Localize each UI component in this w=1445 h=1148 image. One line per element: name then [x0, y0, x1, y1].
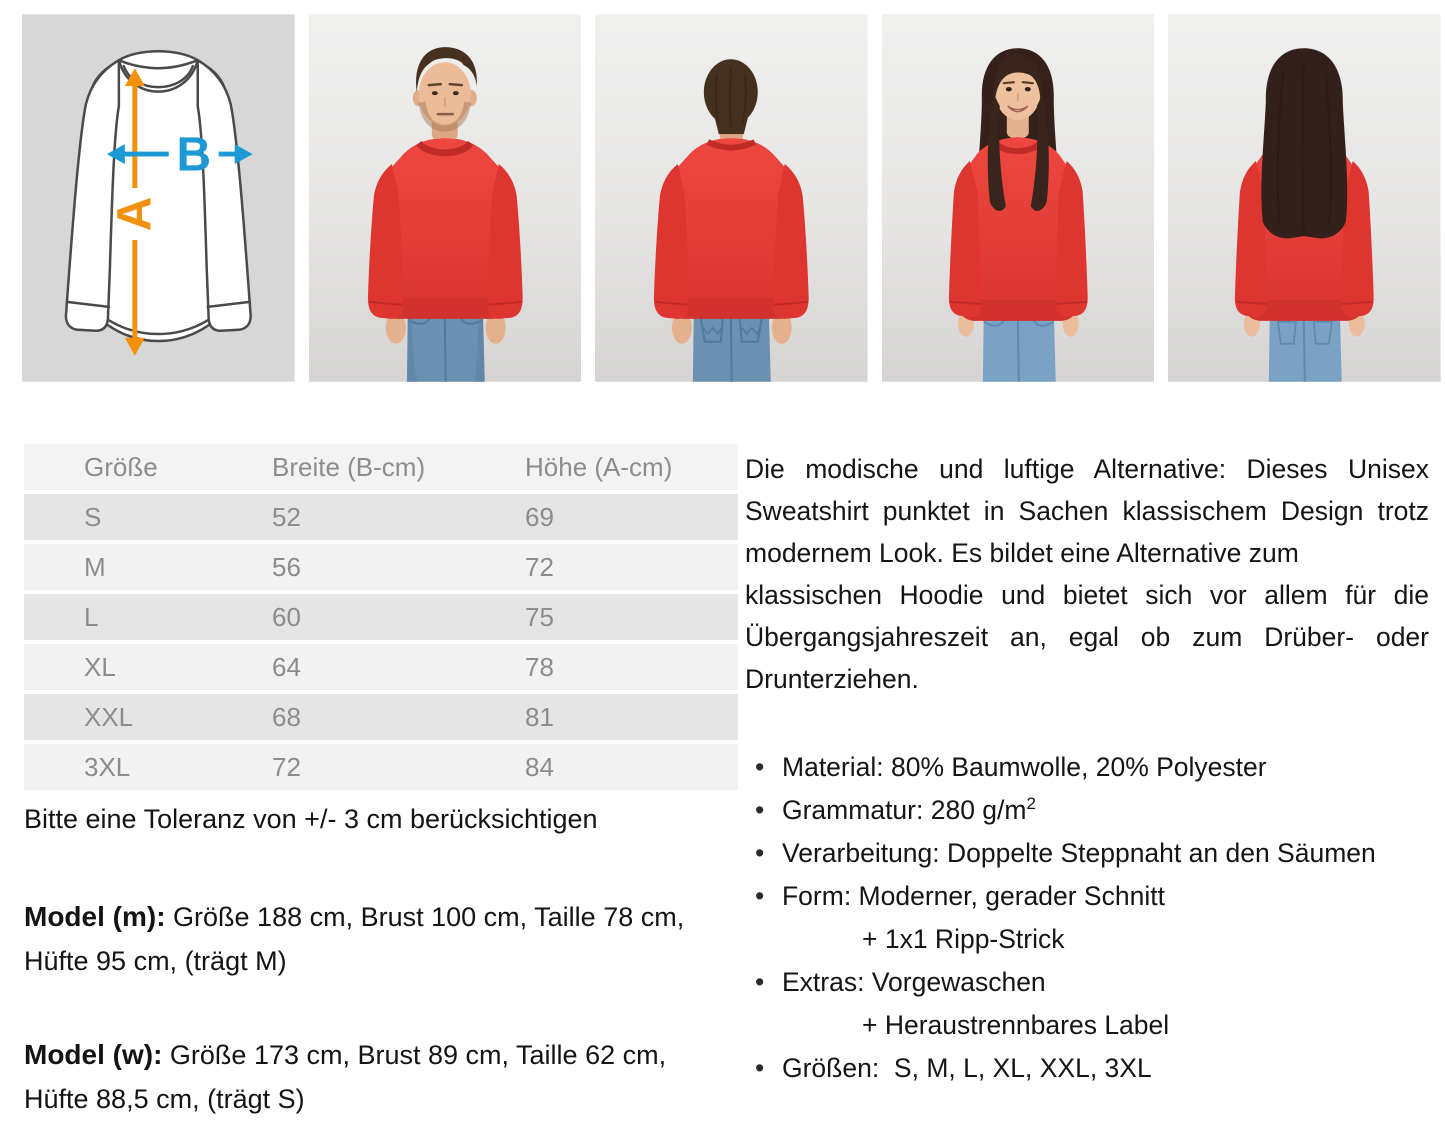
- bullet-icon: •: [755, 967, 765, 997]
- model-female-label: Model (w):: [24, 1039, 163, 1070]
- size-cell: XXL: [24, 694, 212, 740]
- width-cell: 68: [212, 694, 465, 740]
- feature-groessen: [745, 1047, 1429, 1090]
- bullet-icon: •: [755, 752, 765, 782]
- feature-text: Größen: S, M, L, XL, XXL, 3XL: [782, 1053, 1152, 1083]
- height-cell: 84: [465, 744, 738, 790]
- height-cell: 75: [465, 594, 738, 640]
- feature-material: [745, 746, 1429, 789]
- width-cell: 60: [212, 594, 465, 640]
- bullet-icon: •: [755, 838, 765, 868]
- product-description: [745, 448, 1429, 700]
- photo-man-back: [595, 14, 868, 382]
- sweatshirt: [368, 138, 523, 319]
- size-cell: M: [24, 544, 212, 590]
- feature-grammatur: [745, 789, 1429, 832]
- size-cell: 3XL: [24, 744, 212, 790]
- tolerance-note: Bitte eine Toleranz von +/- 3 cm berücksichtigen: [24, 804, 598, 834]
- sweatshirt: [654, 138, 809, 319]
- model-male-label: Model (m):: [24, 901, 166, 932]
- feature-verarbeitung: [745, 832, 1429, 875]
- bullet-icon: •: [755, 795, 765, 825]
- feature-superscript: 2: [1026, 794, 1036, 814]
- woman-front-illustration: [882, 14, 1155, 382]
- feature-form: [745, 875, 1429, 961]
- bullet-icon: •: [755, 1053, 765, 1083]
- model-female-info: [24, 1033, 738, 1121]
- height-cell: 78: [465, 644, 738, 690]
- feature-subline: + Heraustrennbares Label: [862, 1010, 1170, 1040]
- size-info-column: [24, 444, 738, 1148]
- feature-extras: [745, 961, 1429, 1047]
- photo-man-front: [309, 14, 582, 382]
- feature-text: Extras: Vorgewaschen: [782, 967, 1046, 997]
- size-table-header: Breite (B-cm): [212, 444, 465, 490]
- feature-text: Verarbeitung: Doppelte Steppnaht an den Säumen: [782, 838, 1376, 868]
- width-cell: 56: [212, 544, 465, 590]
- man-back-illustration: [595, 14, 868, 382]
- hair: [1262, 48, 1348, 238]
- photo-woman-back: [1168, 14, 1441, 382]
- size-table: [24, 444, 738, 790]
- feature-text: Grammatur: 280 g/m: [782, 795, 1027, 825]
- width-cell: 72: [212, 744, 465, 790]
- size-diagram: [22, 14, 295, 382]
- description-paragraph-2: klassischen Hoodie und bietet sich vor allem für die Übergangsjahreszeit an, egal ob zum Drüber- oder Drunterziehen.: [745, 580, 1429, 694]
- height-cell: 81: [465, 694, 738, 740]
- size-table-header: Höhe (A-cm): [465, 444, 738, 490]
- size-cell: XL: [24, 644, 212, 690]
- size-table-header: Größe: [24, 444, 212, 490]
- size-cell: S: [24, 494, 212, 540]
- sweatshirt: [949, 137, 1088, 321]
- model-female-text: Größe 173 cm, Brust 89 cm, Taille 62 cm, Hüfte 88,5 cm, (trägt S): [24, 1040, 667, 1114]
- size-cell: L: [24, 594, 212, 640]
- bullet-icon: •: [755, 881, 765, 911]
- height-cell: 69: [465, 494, 738, 540]
- model-male-text: Größe 188 cm, Brust 100 cm, Taille 78 cm, Hüfte 95 cm, (trägt M): [24, 902, 685, 976]
- height-label: A: [108, 196, 162, 232]
- height-cell: 72: [465, 544, 738, 590]
- width-cell: 52: [212, 494, 465, 540]
- width-cell: 64: [212, 644, 465, 690]
- model-male-info: [24, 895, 738, 983]
- feature-text: Form: Moderner, gerader Schnitt: [782, 881, 1165, 911]
- sweatshirt-outline: [66, 51, 251, 341]
- man-front-illustration: [309, 14, 582, 382]
- feature-subline: + 1x1 Ripp-Strick: [862, 924, 1065, 954]
- product-description-column: [745, 448, 1429, 1090]
- photo-woman-front: [882, 14, 1155, 382]
- width-label: B: [176, 128, 212, 182]
- product-image-strip: [22, 14, 1441, 382]
- feature-text: Material: 80% Baumwolle, 20% Polyester: [782, 752, 1267, 782]
- size-diagram-panel: [22, 14, 295, 382]
- description-paragraph-1: Die modische und luftige Alternative: Dieses Unisex Sweatshirt punktet in Sachen klassischem Design trotz modernem Look. Es bildet eine Alternative zum: [745, 454, 1429, 568]
- feature-list: [745, 746, 1429, 1090]
- woman-back-illustration: [1168, 14, 1441, 382]
